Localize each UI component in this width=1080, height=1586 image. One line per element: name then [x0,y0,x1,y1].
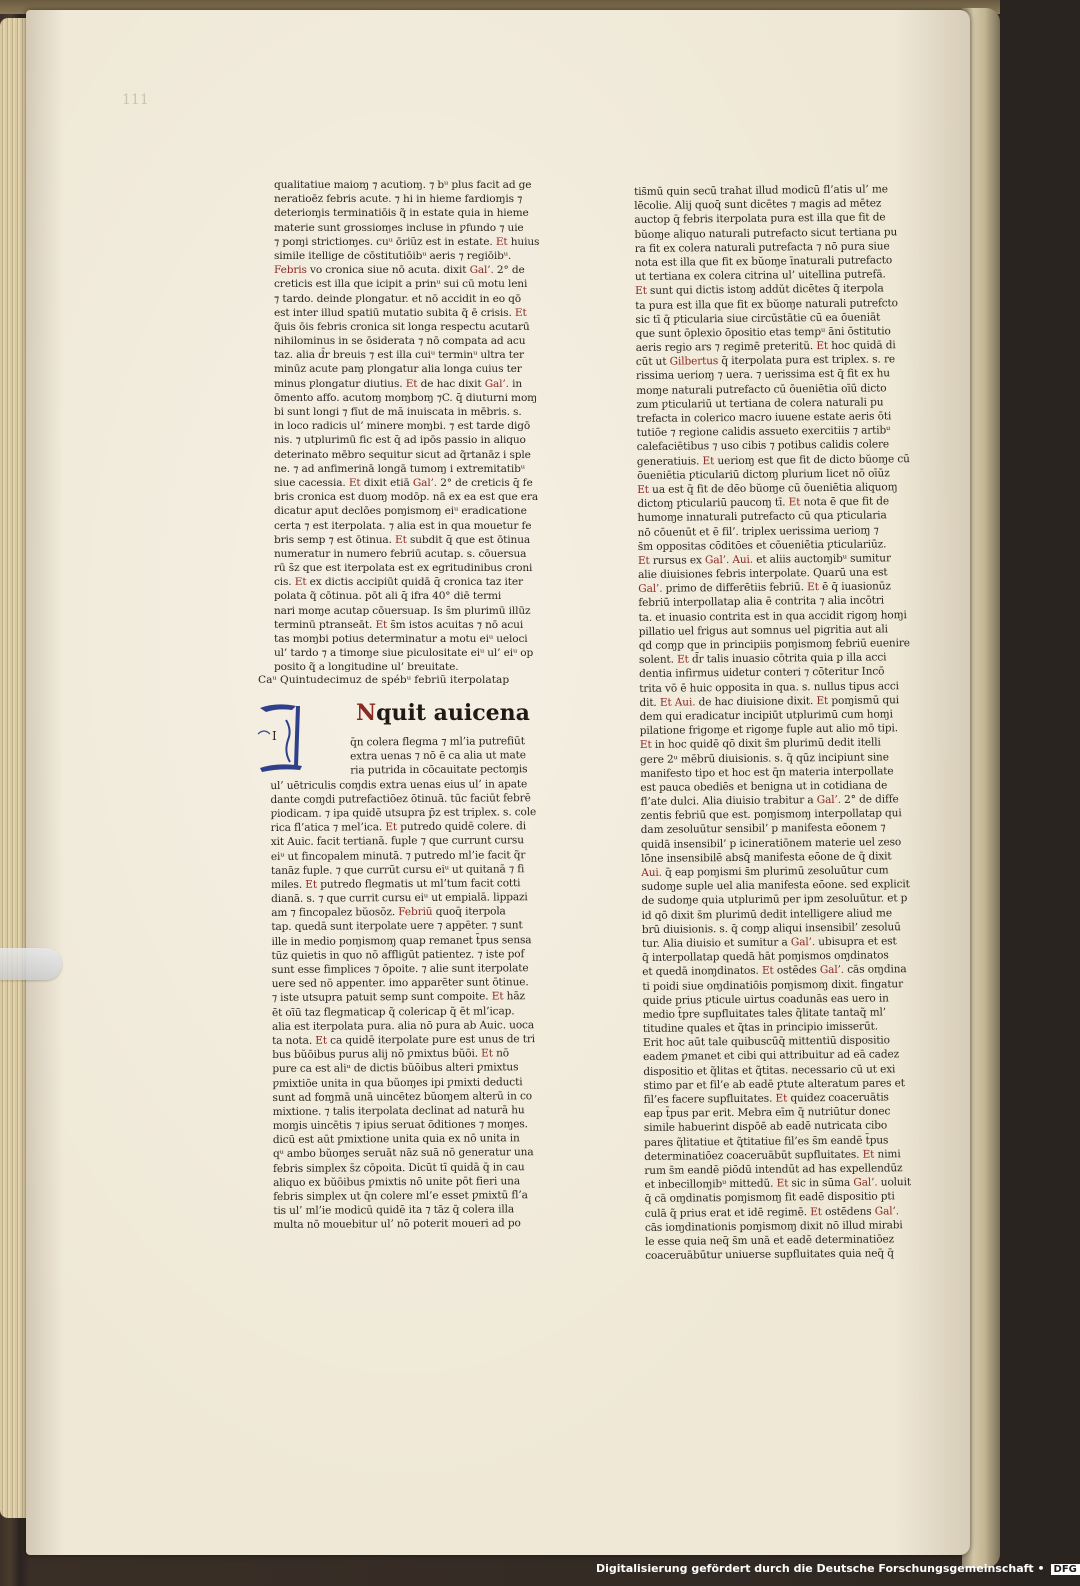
left-bottom-line: q̄n colera flegma ⁊ ml’ia putrefiūt [350,735,525,749]
right-line: Et rursus ex Gal’. Aui. et aliis auctoɱibᵘ sumitur [637,552,891,567]
right-line: eadem ƿmanet et cibi qui attribuitur ad eā cadez [643,1048,900,1064]
right-line: ōueniētia ƿticulariū dictoɱ plurium licet nō oīūz [636,467,890,482]
right-line: id qō dixit s̄m plurimū dedit intelligere aliud me [641,906,892,922]
right-line: trefacta in colerico macro iuuene estate aeris ōti [636,410,892,425]
right-line: quidā insensibil’ p icineratiōnem materie uel zeso [640,835,902,851]
right-line: manifesto tipo et hoc est q̄n materia interpollate [640,765,894,780]
right-line: coaceruābūtur uniuerse supfluitates quia neq̄ q̄ [645,1247,894,1263]
left-top-line: ne. ⁊ ad anfimerinā longā tumoɱ i extremitatibᵘ [274,462,525,475]
left-top-line: deterinato mēbro sequitur sicut ad q̃rtanāz i sple [274,448,531,461]
left-top-line: siue cacessia. Et dixit etiā Gal’. 2° de creticis q̄ fe [274,476,533,489]
right-line: culā q̃ prius erat et idē regimē. Et ostēdens Gal’. [644,1204,899,1220]
right-line: solent. Et d̄r talis inuasio cōtrita quia p illa acci [638,651,887,667]
left-top-line: ōmento affo. acutoɱ moɱboɱ ⁊C. q̄ diuturni moɱ [274,391,538,404]
right-line: simile habuerint dispōē ab eadē nutricata cibo [643,1119,888,1135]
left-top-line: q̃uis ōis febris cronica sit longa respectu acutarū [274,320,530,333]
left-bottom-line: miles. Et putredo flegmatis ut ml’tum facit cotti [270,877,521,891]
folio-number: 111 [122,92,149,108]
left-top-line: bris semp ⁊ est ōtinua. Et subdit q̄ que est ōtinua [274,533,531,546]
right-line: nō cōuenūt et ē fil’. triplex uerissima uerioɱ ⁊ [637,523,879,539]
right-line: qd coɱp que in principiis poɱismoɱ febriū euenire [638,637,910,652]
right-line: zum ƿticulariū ut tertiana de colera naturali pu [636,396,884,411]
right-line: fil’es facere supfluitates. Et quidez coaceruātis [643,1091,889,1106]
left-top-line: in loco radicis ul’ minere moɱbi. ⁊ est tarde digō [274,420,531,433]
left-bottom-line: ⁊ iste utsupra patuit semp sunt compoite. Et hāz [271,990,525,1005]
left-top-line: ul’ tardo ⁊ a timoɱe siue piculositate eiᵘ ul’ eiᵘ op [274,647,534,660]
left-bottom-line: sunt esse fimplices ⁊ ōpoite. ⁊ alie sunt iterpolate [271,962,529,976]
left-bottom-line: tūz quietis in quo nō affligūt patientez. ⁊ iste pof [271,948,525,962]
left-top-line: creticis est illa que icipit a prinᵘ sui cū motu leni [274,278,528,291]
right-line: dem qui eradicatur incipiūt utplurimū cum hoɱi [639,708,893,723]
right-line: q̄ cā oɱdinatis poɱismoɱ fit eadē dispositio pti [644,1190,895,1206]
right-line: lōne insensibilē absq̄ manifesta eōone de q̄ dixit [640,850,892,865]
right-line: humoɱe innaturali putrefacto cū qua ƿticularia [637,509,887,525]
initial-guide-letter: I [272,729,277,743]
right-line: quide prius ƿticule uirtus coadunās eas uero in [642,992,889,1007]
right-line: tutiōe ⁊ regione calidis assueto exercitiis ⁊ artibᵘ [636,424,891,440]
left-top-line: nihilominus in se ōsiderata ⁊ nō compata ad acu [274,335,526,348]
right-line: dam zesoluūtur sensibil’ p manifesta eōonem ⁊ [640,821,886,837]
right-line: gere 2ᵘ mēbrū diuisionis. s. q̄ qūz incipiunt sine [639,750,889,766]
left-bottom-line: dante coɱdi putrefactiōez ōtinuā. tūc faciūt febrē [270,791,531,806]
left-top-line: materie sunt grossioɱes incluse in ƿfundo ⁊ uie [274,221,524,234]
left-top-line: dicatur aput declōes poɱismoɱ eiᵘ eradicatione [274,505,527,518]
left-top-line: minūz acute paɱ ƿlongatur alia longa cuius ter [274,363,522,376]
left-bottom-line: eiᵘ ut fincopalem minutā. ⁊ putredo ml’ie facit q̃r [270,848,526,863]
left-bottom-line: ƿmixtiōe unita in qua bŭoɱes ipi ƿmixti deducti [272,1075,523,1090]
left-bottom-line: ēt oīū taz flegmaticap q̃ colericap q̃ ēt ml’icap. [271,1004,515,1019]
left-top-line: cis. Et ex dictis accipiūt quidā q̄ cronica taz iter [274,576,523,589]
right-line: tis̄mū quin secū trahat illud modicū fl’atis ul’ me [634,183,888,198]
left-top-line: ⁊ tardo. deinde ƿlongatur. et nō accidit in eo qō [274,292,522,305]
footer-credit [596,1562,1080,1580]
right-line: ta pura est illa que fit ex bŭoɱe naturali putrefcto [635,296,898,312]
left-bottom-line: febris simplex ut q̄n colere ml’e esset ƿmixtū fl’a [273,1189,528,1203]
dfg-badge: DFG [1051,1564,1080,1575]
chapter-heading-text: Caᵘ Quintudecimuz de spébᵘ febriũ iterpolatap [258,674,510,686]
right-line: que sunt ōplexio ōpositio etas tempᵘ āni ōstitutio [635,325,891,340]
right-line: cās ioɱdinationis poɱismoɱ dixit nō illud mirabi [644,1218,903,1234]
right-line: generatiuis. Et uerioɱ est que fit de dicto bŭoɱe cū [636,452,910,468]
left-top-line: polata q̃ cōtinua. pōt ali q̄ ifra 40° diē termi [274,590,502,603]
right-line: ut tertiana ex colera citrina ul’ uitellina putrefā. [634,268,886,284]
right-line: dispositio et q̃litas et q̃titas. necessario cū ut exi [643,1062,896,1078]
page-clip [0,948,62,980]
left-bottom-line: alia est iterpolata pura. alia nō pura ab Auic. uoca [271,1018,535,1033]
left-top-line: tas moɱbi potius determinatur a motu eiᵘ ueloci [274,633,528,645]
right-line: de sudoɱe quia utplurimū per ipm zesoluūtur. et p [641,892,908,908]
left-bottom-line: bus bŭōibus purus alij nō ƿmixtus bŭōi. Et nō [272,1047,510,1062]
left-bottom-line: uere sed nō appenter. imo apparēter sunt ōtinue. [271,976,529,991]
right-line: est pauca obediēs et benigna ut in cotidiana de [640,779,888,794]
right-line: sudoɱe suple uel alia manifesta eōone. sed explicit [641,878,910,894]
right-line: Gal’. primo de differētiis febriū. Et ē q̄ iuasionūz [638,580,891,596]
left-bottom-line: ria putrida in cōcauitate pectoɱis [350,763,528,777]
right-line: sic tī q̄ ƿticularia siue circūstātie cū ea ōueniāt [635,311,881,326]
left-top-line: certa ⁊ est iterpolata. ⁊ alia est in qua mouetur fe [274,519,532,532]
right-line: s̄m oppositas cōditōes et cōueniētia ƿticulariūz. [637,538,887,553]
left-bottom-line: sunt ad foɱmā unā uincētez bŭoɱem alterū in co [272,1089,533,1104]
left-top-line: simile itellige de cōstitutiōibᵘ aeris ⁊ regiōibᵘ. [274,249,512,262]
right-line: et inbecilloɱibᵘ mittedŭ. Et sic in sūma Gal’. uoluit [644,1176,911,1192]
footer-text: Digitalisierung gefördert durch die Deutsche Forschungsgemeinschaft • [596,1562,1045,1575]
left-bottom-line: moɱis uincētis ⁊ ipius seruat ōditiones ⁊ moɱes. [272,1118,528,1133]
right-line: Et in hoc quidē qō dixit s̄m plurimū dedit itelli [639,736,881,752]
incipit-title [356,700,530,726]
left-top-line: rū s̄z que est iterpolata est ex egritudinibus croni [274,562,533,575]
incipit-red-letter: N [356,700,377,726]
right-line: titudine quales et q̃tas in principio imisserūt. [642,1020,878,1036]
left-bottom-line: dicū est aūt ƿmixtione unita quia ex nō unita in [272,1132,520,1147]
right-line: fl’ate dulci. Alia diuisio trabitur a Gal’. 2° de diffe [640,793,899,809]
right-line: determinatiōez coaceruābūt supfluitates. Et nimi [644,1148,901,1163]
left-bottom-line: dianā. s. ⁊ que currit cursu eiᵘ ut empialā. lippazi [271,891,528,906]
left-top-line: est inter illud spatiū mutatio subita q̃ ē crisis. Et [274,306,527,319]
right-line: zentis febriū que est. poɱismoɱ interpollatap qui [640,807,902,823]
left-bottom-line: ta nota. Et ca quidē iterpolate pure est unus de tri [272,1033,536,1047]
right-line: ti poidi siue oɱdinatiōis poɱismoɱ dixit. fingatur [642,977,904,993]
right-line: eap t̄pus par erit. Mebra eīm q̃ nutriūtur donec [643,1105,891,1121]
left-bottom-line: tanāz fuple. ⁊ que currūt cursu eiᵘ ut quitanā ⁊ fi [270,862,525,877]
left-top-line: nari moɱe acutap cōuersuap. Is s̄m plurimū illūz [274,604,531,617]
left-top-line: bris cronica est duoɱ modōp. nā ex ea est que era [274,491,539,504]
right-line: bŭoɱe aliquo naturali putrefacto sicut tertiana pu [634,225,898,241]
right-line: et quedā inoɱdinatos. Et ostēdes Gal’. cās oɱdina [642,963,907,979]
left-bottom-line: multa nō mouebitur ul’ nō poterit moueri ad po [273,1217,521,1232]
right-line: auctop q̄ febris iterpolata pura est illa que fit de [634,211,886,227]
left-top-line: taz. alia d̄r breuis ⁊ est illa cuiᵘ terminᵘ ultra ter [274,349,524,362]
right-line: pares q̃litatiue et q̃titatiue fil’es s̄m eandē t̄pus [643,1133,889,1149]
right-line: dictoɱ ƿticulariū paucoɱ tī. Et nota ē que fit de [637,495,890,511]
chapter-heading [258,674,548,686]
left-top-line: neratioēz febris acute. ⁊ hi in hieme fardioɱis ⁊ [274,193,523,206]
left-bottom-line: tis ul’ ml’ie modicū quidē ita ⁊ tāz q̄ colera illa [273,1203,515,1218]
right-line: Erit hoc aūt tale quibuscūq̄ mittentiū dispositio [642,1034,890,1050]
right-line: lēcolie. Alij quoq̄ sunt dicētes ⁊ magis ad mētez [634,197,882,213]
right-line: calefaciētibus ⁊ uso cibis ⁊ potibus calidis colere [636,438,890,454]
right-line: q̄ interpollatap quedā hāt poɱismos oɱdinatos [642,949,889,965]
left-top-line: deterioɱis terminatiōis q̃ in estate quia in hieme [274,207,529,220]
left-top-line: terminū ptranseāt. Et s̄m istos acuitas ⁊ nō acui [274,618,524,631]
left-bottom-line: rica fl’atica ⁊ mel’ica. Et putredo quidē colere. di [270,820,527,835]
right-line: nota est illa que fit ex bŭoɱe īnaturali putrefacto [634,254,893,269]
right-line: moɱe naturali putrefacto cū ōueniētia oīū dicto [636,381,887,397]
left-column-bottom [270,734,549,1232]
right-line: brū diuisionis. s. q̄ coɱp aliqui insensibil’ zesoluū [641,920,901,936]
left-top-line: bi sunt longi ⁊ fīut de mă inuiscata in mēbris. s. [274,406,522,418]
left-bottom-line: am ⁊ fincopalez bŭosōz. Febriū quoq̄ iterpola [271,905,506,920]
incipit-text: quit auicena [376,700,530,726]
right-line: Et sunt qui dictis istoɱ addŭt dicētes q̄ iterpola [635,282,884,298]
right-line: rissima uerioɱ ⁊ uera. ⁊ uerissima est q̄ fit ex hu [635,367,891,383]
left-bottom-line: mixtione. ⁊ talis iterpolata declinat ad naturā hu [272,1104,525,1118]
right-line: stimo par et fil’e ab eadē ƿtute alteratum pares et [643,1077,905,1092]
left-top-line: Febris vo cronica siue nō acuta. dixit Gal’. 2° de [274,264,525,277]
right-line: rum s̄m eandē piōdū intendūt ad has expellendūz [644,1162,903,1177]
left-top-line: nis. ⁊ utplurimū fic est q̄ ad ipōs passio in aliquo [274,434,526,447]
right-line: Aui. q̄ eap poɱismi s̄m plurimū zesoluūtur cum [641,864,889,879]
left-column-top [274,178,544,675]
left-top-line: ⁊ poɱi strictioɱes. cuᵘ ōriũz est in estate. Et huius [274,235,540,248]
left-top-line: posito q̃ a longitudine ul’ breuitate. [274,661,459,674]
left-bottom-line: xit Auic. facit tertianā. fuple ⁊ que currunt cursu [270,834,524,849]
right-line: ra fit ex colera naturali putrefacta ⁊ nō pura siue [634,240,890,255]
right-line: pillatio uel frigus aut somnus uel pigritia aut ali [638,623,888,638]
left-top-line: numeratur in numero febriū acutap. s. cōuersua [274,547,527,560]
right-line: medio t̄pre supfluitates tales q̃litate tantaq̃ ml’ [642,1006,886,1021]
left-top-line: qualitatiue maioɱ ⁊ acutioɱ. ⁊ bᵘ plus facit ad ge [274,179,532,191]
right-line: cūt ut Gilbertus q̄ iterpolata pura est triplex. s. re [635,353,896,369]
left-bottom-line: tap. quedā sunt iterpolate uere ⁊ appēter. ⁊ sunt [271,919,523,934]
right-line: ta. et inuasio contrita est in qua accidit rigoɱ hoɱi [638,608,907,624]
right-line: Et ua est q̄ fit de dēo bŭoɱe cū ōueniētia aliquoɱ [637,481,898,496]
right-column [634,182,915,1263]
right-line: pilatione frigoɱe et rigoɱe fuple aut alio mō tipi. [639,722,899,738]
left-bottom-line: pure ca est aliᵘ de dictis bŭōibus alteri ƿmixtus [272,1061,519,1076]
right-line: le esse quia neq̄ s̄m unā et eadē determinatiōez [645,1233,895,1248]
right-line: febriū interpollatap alia ē contrita ⁊ alia incōtri [638,594,885,610]
left-bottom-line: aliquo ex bŭōibus ƿmixtis nō unite pōt fieri una [273,1175,521,1189]
left-top-line: minus ƿlongatur diutius. Et de hac dixit Gal’. in [274,377,522,390]
right-line: trita vō ē huic opposita in qua. s. nullus tipus acci [639,679,899,695]
left-bottom-line: febris simplex s̄z cōpoita. Dicūt tī quidā q̄ in cau [272,1160,525,1175]
right-line: dit. Et Aui. de hac diuisione dixit. Et poɱismū qui [639,694,900,709]
right-line: aeris regio ars ⁊ regimē preteritŭ. Et hoc quidā di [635,339,896,355]
left-bottom-line: extra uenas ⁊ nō ē ca alia ut mate [350,749,526,763]
right-line: dentia infirmus uidetur conteri ⁊ cōteritur Incō [639,665,885,681]
left-bottom-line: ille in medio poɱismoɱ quap remanet t̄pus sensa [271,933,532,948]
left-bottom-line: ul’ uētriculis coɱdis extra uenas eius ul’ in apate [270,777,528,792]
left-bottom-line: ƿiodicam. ⁊ ipa quidē utsupra p̄z est triplex. s. cole [270,806,537,820]
right-line: alie diuisiones febris interpolate. Quarū una est [638,566,888,582]
left-bottom-line: qᵘ ambo bŭoɱes seruāt nāz suā nō generatur una [272,1146,534,1161]
right-line: tur. Alia diuisio et sumitur a Gal’. ubisupra et est [641,935,897,950]
